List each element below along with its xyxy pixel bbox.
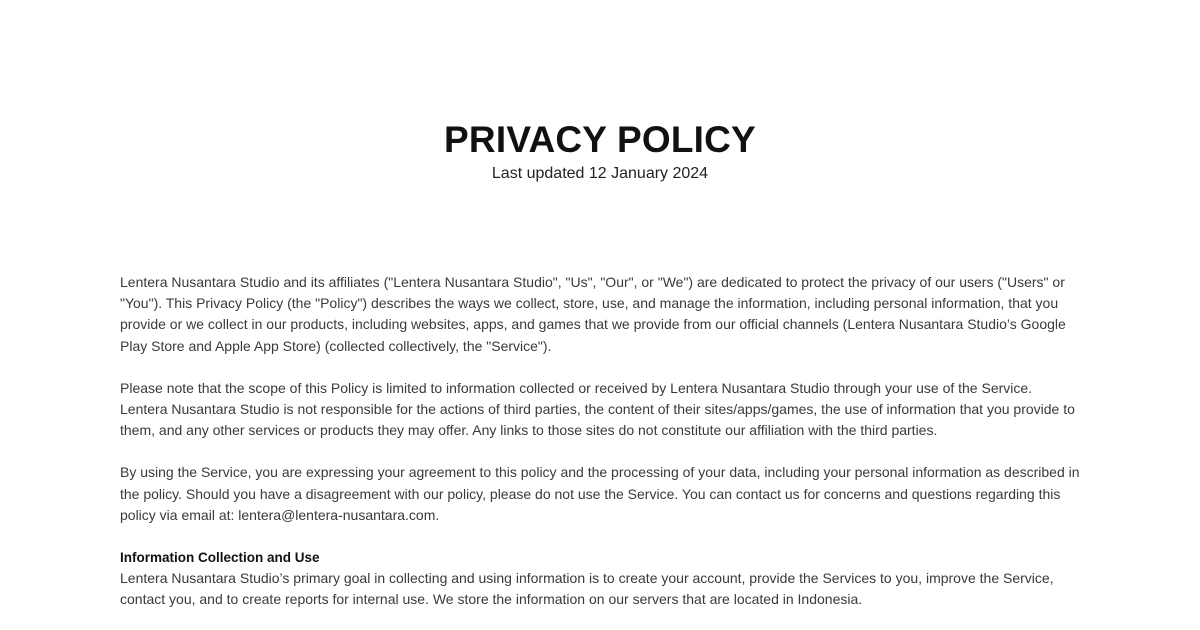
policy-body bbox=[120, 272, 1082, 610]
scope-paragraph: Please note that the scope of this Policy is limited to information collected or received by Lentera Nusantara Studio through your use of the Service. Lentera Nusantara Studio is not responsible for the actions of third parties, the content of their sites/apps/games, the use of information that you provide to them, and any other services or products they may offer. Any links to those sites do not constitute our affiliation with the third parties. bbox=[120, 379, 1075, 439]
section-heading: Information Collection and Use bbox=[120, 550, 320, 566]
last-updated-date: Last updated 12 January 2024 bbox=[491, 165, 709, 182]
agreement-paragraph: By using the Service, you are expressing your agreement to this policy and the processing of your data, including your personal information as described in the policy. Should you have a disagreement with our policy, please do not use the Service. You can contact us for concerns and questions regarding this policy via email at: lentera@lentera-nusantara.com. bbox=[120, 464, 1080, 523]
page-title: PRIVACY POLICY bbox=[444, 119, 756, 160]
section-text: Lentera Nusantara Studio’s primary goal in collecting and using information is to create your account, provide the Services to you, improve the Service, contact you, and to create reports for internal use. We store the information on our servers that are located in Indonesia. bbox=[120, 570, 1054, 608]
intro-paragraph: Lentera Nusantara Studio and its affiliates ("Lentera Nusantara Studio", "Us", "Our", or "We") are dedicated to protect the privacy of our users ("Users" or "You"). This Privacy Policy (the "Policy") describes the ways we collect, store, use, and manage the information, including personal information, that you provide or we collect in our products, including websites, apps, and games that we provide from our official channels (Lentera Nusantara Studio’s Google Play Store and Apple App Store) (collected collectively, the "Service"). bbox=[120, 274, 1066, 354]
